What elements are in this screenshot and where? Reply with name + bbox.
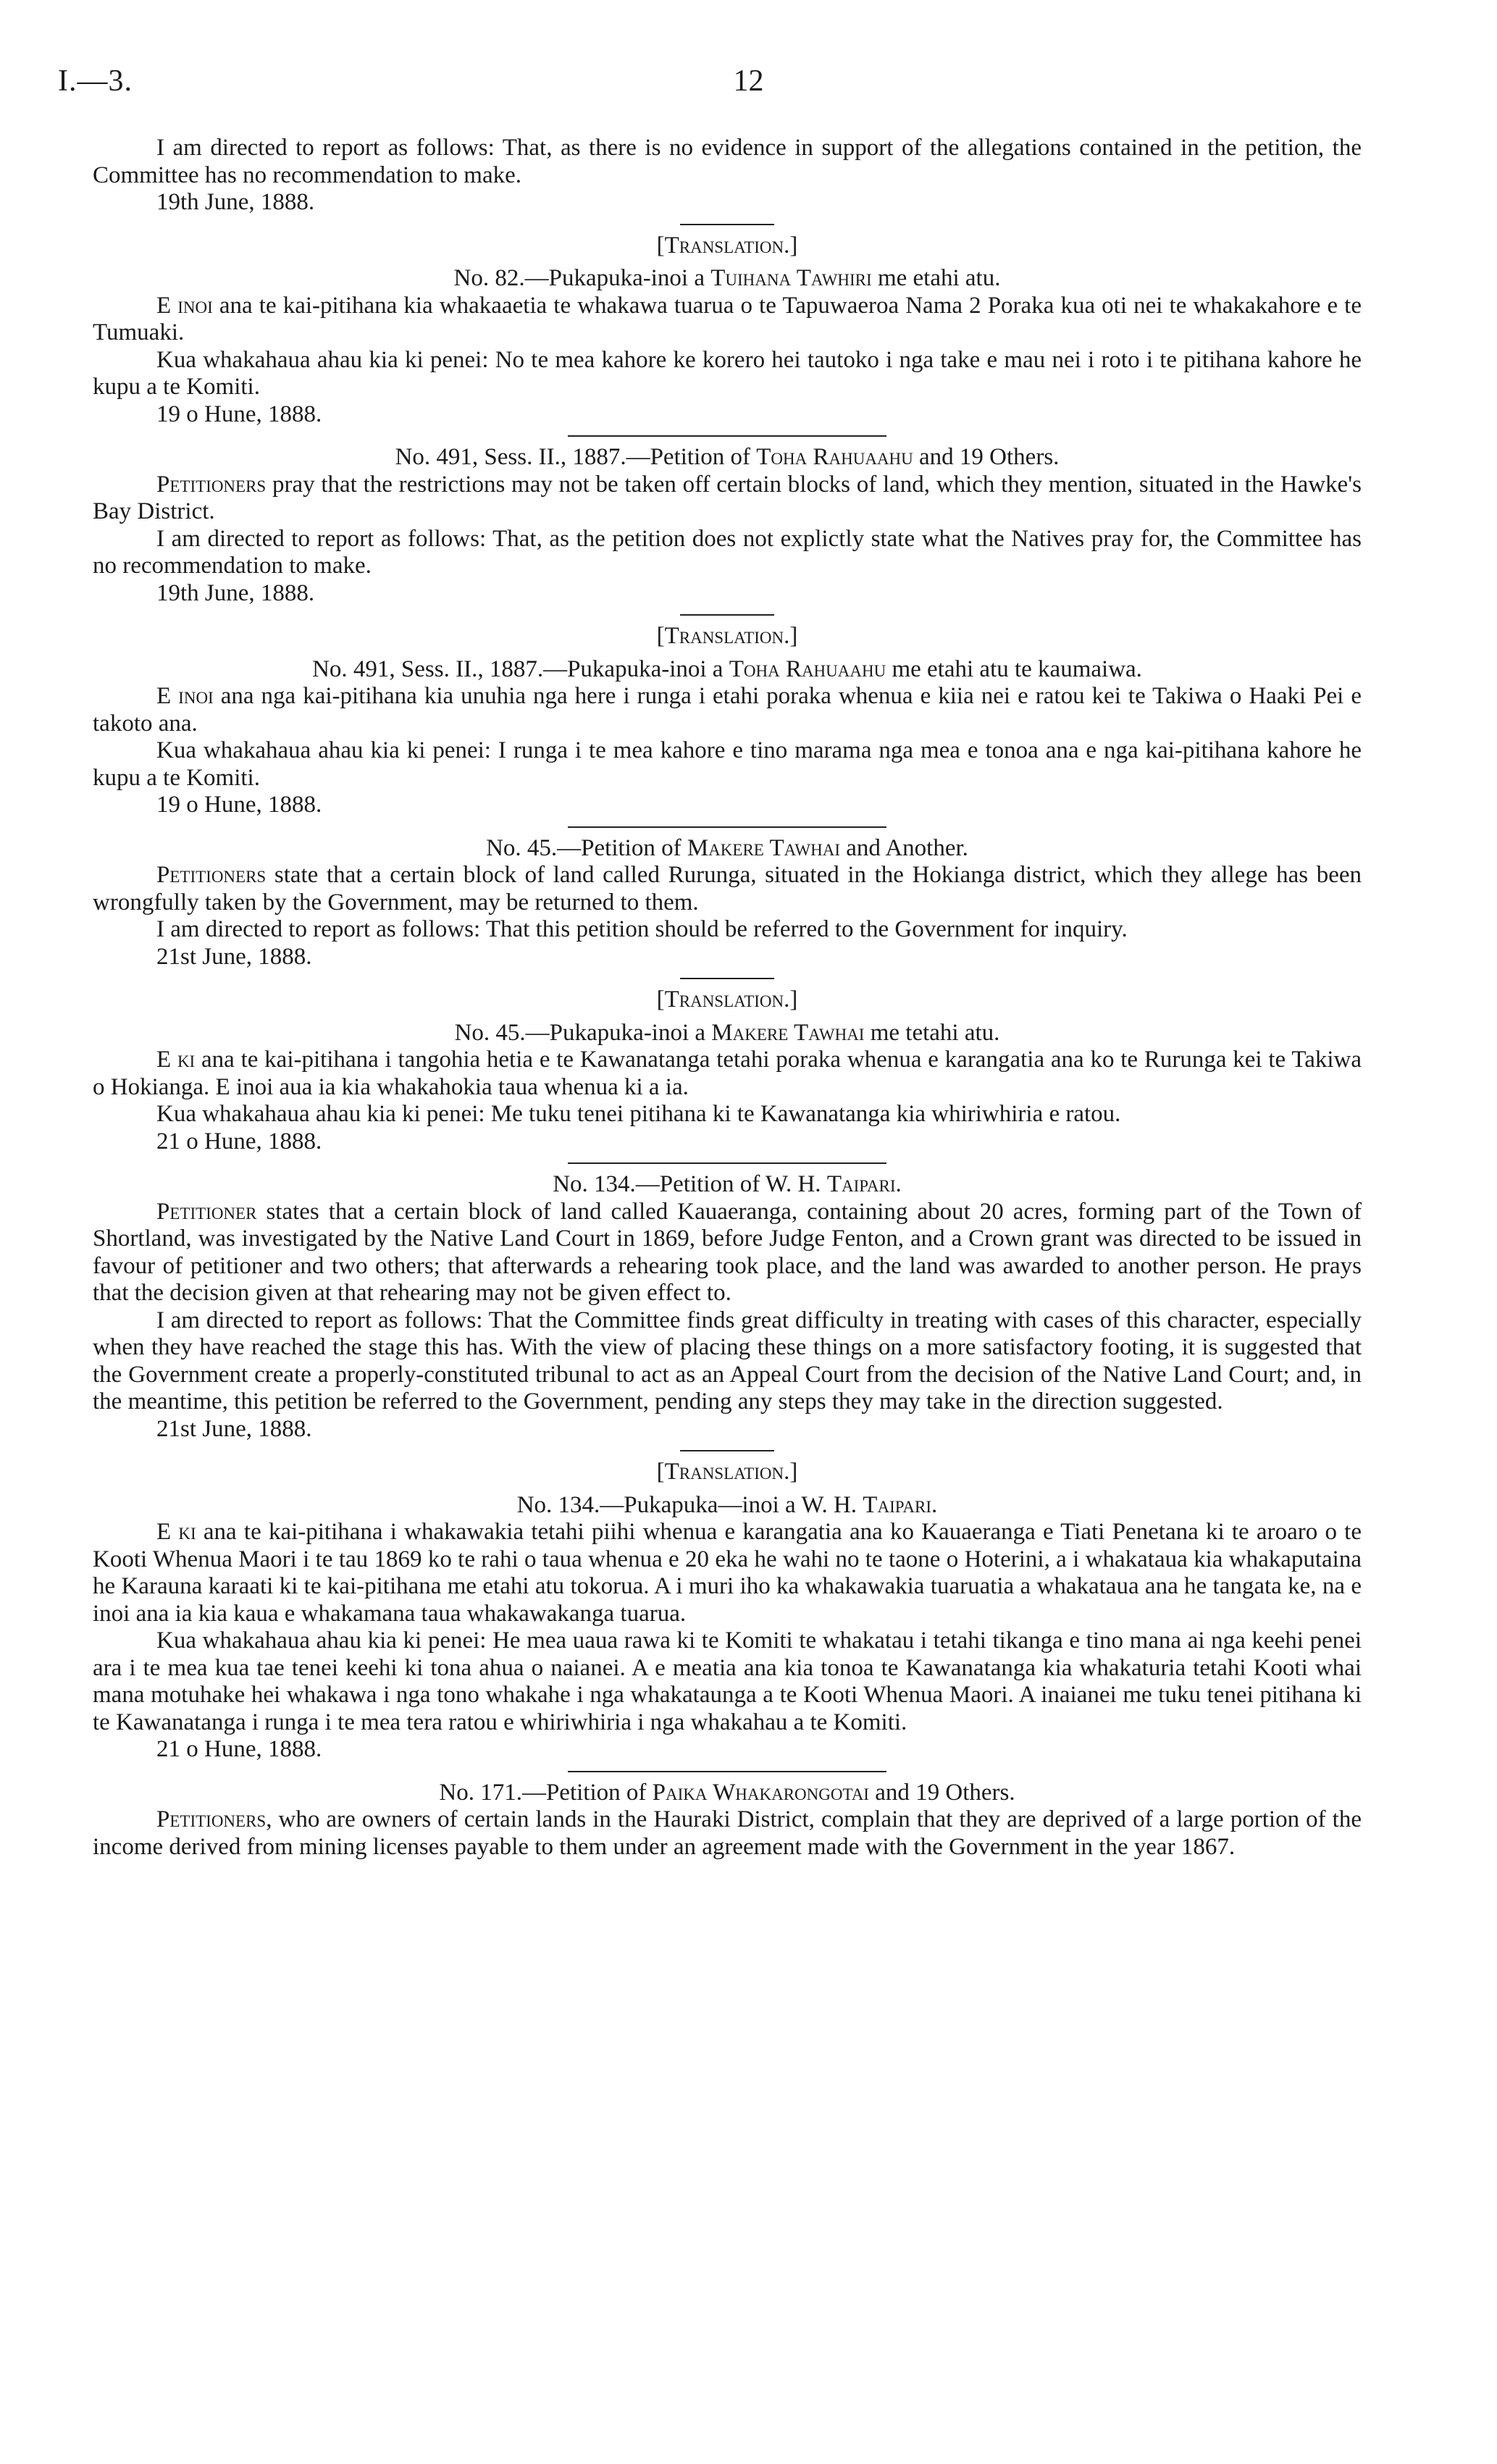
text-run: ] xyxy=(789,232,798,259)
section-divider xyxy=(568,1162,886,1164)
report-date: 21 o Hune, 1888. xyxy=(156,1128,322,1155)
body-paragraph xyxy=(93,862,1362,916)
small-caps-text: E ki xyxy=(156,1519,196,1545)
body-paragraph xyxy=(93,1199,1362,1307)
report-date: 21st June, 1888. xyxy=(156,943,312,970)
text-run: , who are owners of certain lands in the Hauraki District, complain that they are deprived of a large portion of the income derived from mining licenses payable to them under an agreement made with the Government in the year 1867. xyxy=(93,1806,1362,1860)
report-date: 21st June, 1888. xyxy=(156,1415,312,1442)
body-paragraph: Kua whakahaua ahau kia ki penei: No te mea kahore ke korero hei tautoko i nga take e mau nei i roto i te pitihana kahore he kupu a te Komiti. xyxy=(93,346,1362,400)
section-heading xyxy=(93,656,1362,684)
text-run: ] xyxy=(789,986,798,1013)
text-run: No. 134.—Pukapuka—inoi a W. H. xyxy=(516,1491,863,1518)
text-run: [ xyxy=(656,232,665,259)
section-heading xyxy=(93,1780,1362,1807)
text-run: ] xyxy=(789,623,798,649)
page-header xyxy=(0,64,1497,107)
body-paragraph xyxy=(93,683,1362,737)
text-run: state that a certain block of land called Rurunga, situated in the Hokianga district, which they allege has been wrongfully taken by the Government, may be returned to them. xyxy=(93,862,1362,915)
body-paragraph xyxy=(93,1519,1362,1627)
small-caps-text: Petitioners xyxy=(156,1806,267,1832)
small-caps-text: Tuihana Tawhiri xyxy=(710,265,872,291)
report-date: 19 o Hune, 1888. xyxy=(156,401,322,427)
section-heading xyxy=(93,623,1362,650)
text-run: No. 491, Sess. II., 1887.—Pukapuka-inoi a xyxy=(312,655,729,682)
small-caps-text: E ki xyxy=(156,1047,196,1073)
text-run: [ xyxy=(656,1459,665,1485)
section-heading xyxy=(93,1020,1362,1047)
body-paragraph: Kua whakahaua ahau kia ki penei: He mea uaua rawa ki te Komiti te whakatau i tetahi tikanga e tino mana ai nga keehi penei ara i te mea kua tae tenei keehi ki tona ahua o naianei. A e meatia ana kia tonoa te Kawanatanga kia whakaturia tetahi Kooti whai mana motuhake hei whakawa i nga tono whakahe i nga whakataunga a te Kooti Whenua Maori. A inaianei me tuku tenei pitihana ki te Kawanatanga i runga i te mea tera ratou e whiriwhiria i nga whakahau a te Komiti. xyxy=(93,1627,1362,1735)
body-paragraph xyxy=(93,1047,1362,1101)
section-divider xyxy=(680,224,774,225)
text-run: me etahi atu te kaumaiwa. xyxy=(886,655,1142,682)
text-run: and 19 Others. xyxy=(913,444,1060,470)
section-heading xyxy=(93,1459,1362,1486)
section-divider xyxy=(568,1771,886,1772)
body-paragraph xyxy=(93,293,1362,347)
section-heading xyxy=(93,444,1362,472)
small-caps-text: Paika Whakarongotai xyxy=(652,1779,869,1806)
text-run: and Another. xyxy=(840,834,968,861)
section-heading xyxy=(93,232,1362,260)
document-reference: I.—3. xyxy=(58,64,133,98)
text-run: me etahi atu. xyxy=(871,265,1001,291)
small-caps-text: E inoi xyxy=(156,292,213,319)
body-paragraph: I am directed to report as follows: That the Committee finds great difficulty in treating with cases of this character, especially when they have reached the stage this has. With the view of placing these things on a more satisfactory footing, it is suggested that the Government create a properly-constituted tribunal to act as an Appeal Court from the decision of the Native Land Court; and, in the meantime, this petition be referred to the Government, pending any steps they may take in the direction suggested. xyxy=(93,1307,1362,1415)
text-run: ana te kai-pitihana kia whakaaetia te whakawa tuarua o te Tapuwaeroa Nama 2 Poraka kua oti nei te whakakahore e te Tumuaki. xyxy=(93,292,1362,345)
text-run: No. 82.—Pukapuka-inoi a xyxy=(453,265,711,291)
small-caps-text: Toha Rahuaahu xyxy=(729,655,886,682)
report-date: 19th June, 1888. xyxy=(156,189,315,215)
report-date: 19 o Hune, 1888. xyxy=(156,792,322,818)
section-heading xyxy=(93,1492,1362,1520)
text-run: me tetahi atu. xyxy=(864,1019,1000,1046)
small-caps-text: Petitioners xyxy=(156,471,267,498)
body-paragraph xyxy=(93,1806,1362,1861)
section-heading xyxy=(93,1171,1362,1199)
section-divider xyxy=(680,1450,774,1451)
text-run: ana nga kai-pitihana kia unuhia nga here i runga i etahi poraka whenua e kiia nei e ratou kei te Takiwa o Haaki Pei e takoto ana. xyxy=(93,683,1362,737)
page-number: 12 xyxy=(733,64,764,98)
small-caps-text: Petitioner xyxy=(156,1198,257,1225)
text-run: and 19 Others. xyxy=(868,1779,1015,1806)
text-run: ana te kai-pitihana i whakawakia tetahi piihi whenua e karangatia ana ko Kauaeranga e Tiati Penetana ki te aroaro o te Kooti Whenua Maori i te tau 1869 ko te rahi o taua whenua e 20 eka he wahi no te taone o Hoterini, a i whakataua kia whakaputaina he Karauna karaati ki te kai-pitihana me etahi atu tokorua. A i muri iho ka whakawakia tuaruatia a whakataua ana he tangata ke, na e inoi ana ia kia kaua e whakamana taua whakawakanga tuarua. xyxy=(93,1519,1362,1627)
body-paragraph: Kua whakahaua ahau kia ki penei: Me tuku tenei pitihana ki te Kawanatanga kia whiriwhiria e ratou. xyxy=(156,1101,1121,1127)
report-date: 21 o Hune, 1888. xyxy=(156,1736,322,1762)
text-run: pray that the restrictions may not be taken off certain blocks of land, which they mention, situated in the Hawke's Bay District. xyxy=(93,471,1362,524)
body-paragraph xyxy=(93,472,1362,526)
text-run: No. 171.—Petition of xyxy=(439,1779,653,1806)
small-caps-text: Taipari. xyxy=(826,1171,902,1197)
section-divider xyxy=(568,826,886,828)
small-caps-text: Translation. xyxy=(664,986,790,1013)
text-run: [ xyxy=(656,623,665,649)
small-caps-text: Makere Tawhai xyxy=(687,834,840,861)
text-run: ] xyxy=(789,1459,798,1485)
text-run: [ xyxy=(656,986,665,1013)
text-run: No. 134.—Petition of W. H. xyxy=(553,1171,827,1197)
body-paragraph: I am directed to report as follows: That, as the petition does not explictly state what the Natives pray for, the Committee has no recommendation to make. xyxy=(93,525,1362,579)
small-caps-text: Makere Tawhai xyxy=(711,1019,865,1046)
text-run: No. 45.—Petition of xyxy=(486,834,687,861)
section-heading xyxy=(93,835,1362,863)
section-heading xyxy=(93,265,1362,293)
small-caps-text: Translation. xyxy=(664,232,790,259)
report-date: 19th June, 1888. xyxy=(156,579,315,606)
small-caps-text: Toha Rahuaahu xyxy=(756,444,913,470)
small-caps-text: Taipari. xyxy=(863,1491,938,1518)
section-divider xyxy=(568,435,886,437)
section-heading xyxy=(93,986,1362,1014)
text-run: ana te kai-pitihana i tangohia hetia e te Kawanatanga tetahi poraka whenua e karangatia ana ko te Rurunga kei te Takiwa o Hokianga. E inoi aua ia kia whakahokia taua whenua ki a ia. xyxy=(93,1047,1362,1100)
small-caps-text: Translation. xyxy=(664,1459,790,1485)
body-paragraph: I am directed to report as follows: That this petition should be referred to the Government for inquiry. xyxy=(156,916,1128,942)
text-run: No. 491, Sess. II., 1887.—Petition of xyxy=(395,444,757,470)
small-caps-text: Translation. xyxy=(664,623,790,649)
document-body xyxy=(93,135,1362,1861)
text-run: No. 45.—Pukapuka-inoi a xyxy=(454,1019,712,1046)
small-caps-text: E inoi xyxy=(156,683,214,709)
text-run: states that a certain block of land called Kauaeranga, containing about 20 acres, forming part of the Town of Shortland, was investigated by the Native Land Court in 1869, before Judge Fenton, and a Crown grant was directed to be issued in favour of petitioner and two others; that afterwards a rehearing took place, and the land was awarded to another person. He prays that the decision given at that rehearing may not be given effect to. xyxy=(93,1198,1362,1306)
body-paragraph: I am directed to report as follows: That, as there is no evidence in support of the allegations contained in the petition, the Committee has no recommendation to make. xyxy=(93,135,1362,188)
section-divider xyxy=(680,614,774,616)
small-caps-text: Petitioners xyxy=(156,862,267,888)
section-divider xyxy=(680,978,774,979)
body-paragraph: Kua whakahaua ahau kia ki penei: I runga i te mea kahore e tino marama nga mea e tonoa ana e nga kai-pitihana kahore he kupu a te Komiti. xyxy=(93,737,1362,791)
